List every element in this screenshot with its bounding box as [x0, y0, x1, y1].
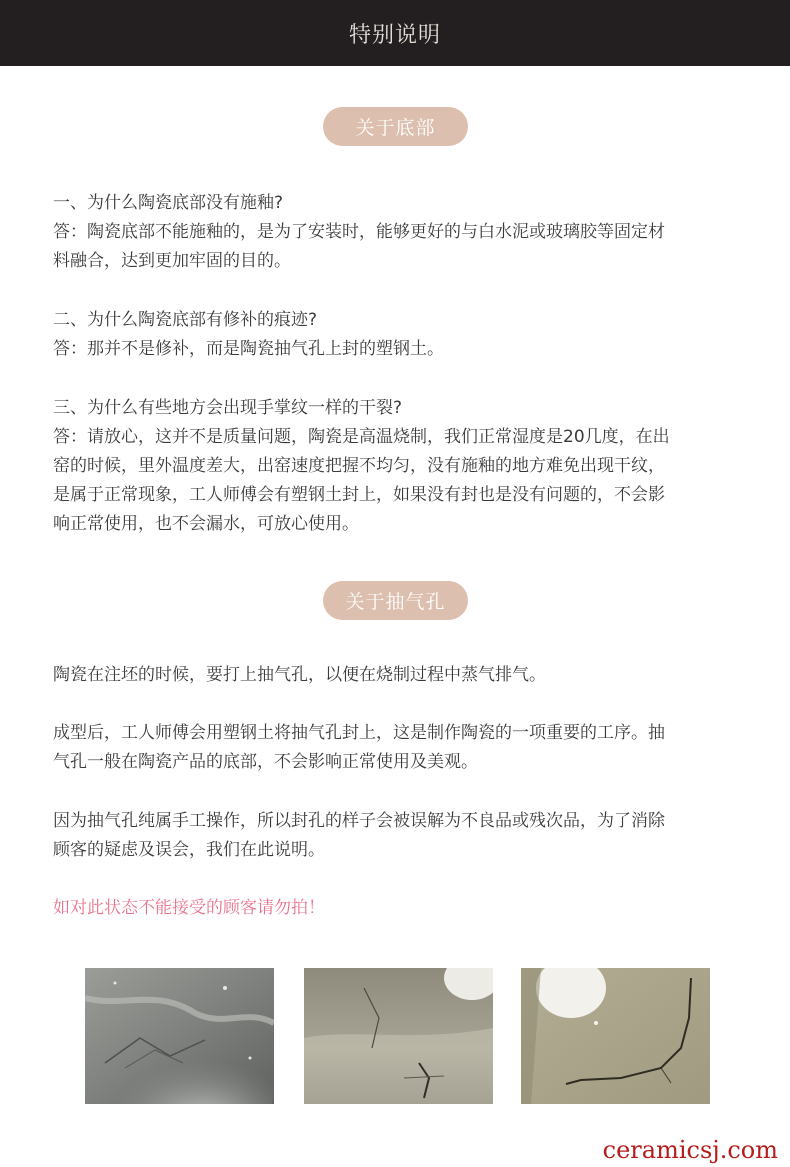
product-photo-1	[85, 968, 274, 1104]
answer-text: 是属于正常现象，工人师傅会有塑钢土封上，如果没有封也是没有问题的，不会影	[53, 485, 665, 505]
vent-paragraph-3	[53, 807, 739, 865]
product-photo-2	[304, 968, 493, 1104]
answer-text: 答：请放心，这并不是质量问题，陶瓷是高温烧制，我们正常湿度是20几度，在出	[53, 427, 670, 447]
section-label-bottom: 关于底部	[323, 107, 468, 146]
page-title: 特别说明	[348, 22, 441, 48]
vent-paragraph-1	[53, 661, 739, 690]
body-text: 气孔一般在陶瓷产品的底部，不会影响正常使用及美观。	[53, 752, 478, 772]
product-photo-3	[521, 968, 710, 1104]
warning-text	[53, 894, 739, 923]
body-text: 成型后，工人师傅会用塑钢土将抽气孔封上，这是制作陶瓷的一项重要的工序。抽	[53, 723, 665, 743]
faq-item-2	[53, 306, 739, 364]
watermark: ceramicsj.com	[602, 1136, 778, 1164]
faq-item-1	[53, 189, 739, 276]
body-text: 陶瓷在注坯的时候，要打上抽气孔，以便在烧制过程中蒸气排气。	[53, 665, 546, 685]
body-text: 因为抽气孔纯属手工操作，所以封孔的样子会被误解为不良品或残次品，为了消除	[53, 811, 665, 831]
body-text: 顾客的疑虑及误会，我们在此说明。	[53, 840, 325, 860]
faq-item-3	[53, 394, 739, 539]
answer-text: 料融合，达到更加牢固的目的。	[53, 251, 291, 271]
question-text: 三、为什么有些地方会出现手掌纹一样的干裂?	[53, 398, 403, 418]
answer-text: 响正常使用，也不会漏水，可放心使用。	[53, 514, 359, 534]
page-header	[0, 0, 790, 66]
question-text: 二、为什么陶瓷底部有修补的痕迹?	[53, 310, 318, 330]
section-label-vent: 关于抽气孔	[323, 581, 468, 620]
answer-text: 答：那并不是修补，而是陶瓷抽气孔上封的塑钢土。	[53, 339, 444, 359]
answer-text: 窑的时候，里外温度差大，出窑速度把握不均匀，没有施釉的地方难免出现干纹，	[53, 456, 665, 476]
question-text: 一、为什么陶瓷底部没有施釉?	[53, 193, 284, 213]
warning-line: 如对此状态不能接受的顾客请勿拍！	[53, 898, 325, 918]
answer-text: 答：陶瓷底部不能施釉的，是为了安装时，能够更好的与白水泥或玻璃胶等固定材	[53, 222, 665, 242]
vent-paragraph-2	[53, 719, 739, 777]
